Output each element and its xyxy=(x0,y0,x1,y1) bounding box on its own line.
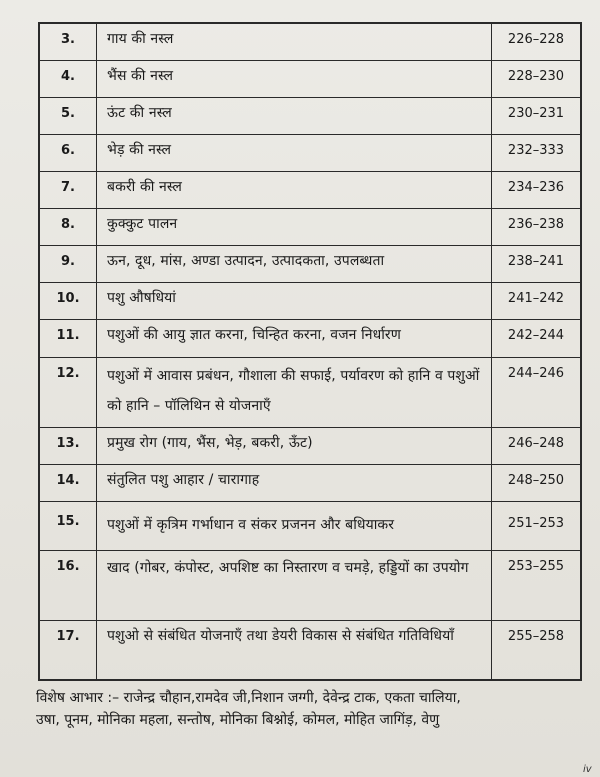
table-row xyxy=(40,24,580,60)
row-topic: ऊन, दूध, मांस, अण्डा उत्पादन, उत्पादकता, उपलब्धता xyxy=(97,246,492,283)
row-topic: ऊंट की नस्ल xyxy=(97,98,492,135)
row-pages: 234–236 xyxy=(507,180,565,195)
table-row xyxy=(40,208,580,246)
table-row xyxy=(40,97,580,135)
row-topic: गाय की नस्ल xyxy=(97,24,492,60)
table-row xyxy=(40,60,580,98)
row-pages: 251–253 xyxy=(507,516,565,531)
page-number: iv xyxy=(583,764,592,775)
acknowledgement-line-1: विशेष आभार :– राजेन्द्र चौहान,रामदेव जी,निशान जग्गी, देवेन्द्र टाक, एकता चालिया, xyxy=(36,690,461,706)
row-number: 17. xyxy=(40,621,97,680)
row-number: 7. xyxy=(40,172,97,209)
row-number: 11. xyxy=(40,320,97,358)
table-row xyxy=(40,620,580,680)
acknowledgements xyxy=(36,687,596,731)
row-number: 4. xyxy=(40,61,97,98)
table-row xyxy=(40,357,580,428)
row-number: 13. xyxy=(40,428,97,465)
row-number: 15. xyxy=(40,502,97,551)
row-topic: भेड़ की नस्ल xyxy=(97,135,492,172)
row-pages: 228–230 xyxy=(507,69,565,84)
row-number: 14. xyxy=(40,465,97,502)
row-topic: पशुओं में आवास प्रबंधन, गौशाला की सफाई, पर्यावरण को हानि व पशुओं को हानि – पॉलिथिन से योजनाएँ xyxy=(97,358,492,428)
row-pages: 253–255 xyxy=(507,559,565,574)
row-pages: 242–244 xyxy=(507,328,565,343)
row-topic: संतुलित पशु आहार / चारागाह xyxy=(97,465,492,502)
row-topic: बकरी की नस्ल xyxy=(97,172,492,209)
row-number: 16. xyxy=(40,551,97,621)
table-row xyxy=(40,550,580,621)
row-topic: पशुओं में कृत्रिम गर्भाधान व संकर प्रजनन और बधियाकर xyxy=(97,502,492,551)
table-row xyxy=(40,245,580,283)
row-pages: 226–228 xyxy=(507,32,565,47)
row-topic: पशुओ से संबंधित योजनाएँ तथा डेयरी विकास से संबंधित गतिविधियाँ xyxy=(97,621,492,680)
row-pages: 230–231 xyxy=(507,106,565,121)
row-number: 12. xyxy=(40,358,97,428)
row-pages: 246–248 xyxy=(507,436,565,451)
table-row xyxy=(40,501,580,551)
row-topic: कुक्कुट पालन xyxy=(97,209,492,246)
contents-table xyxy=(38,22,582,681)
row-pages: 255–258 xyxy=(507,629,565,644)
acknowledgement-line-2: उषा, पूनम, मोनिका महला, सन्तोष, मोनिका बिश्नोई, कोमल, मोहित जागिंड़, वेणु xyxy=(36,712,440,728)
row-number: 8. xyxy=(40,209,97,246)
row-pages: 241–242 xyxy=(507,291,565,306)
row-number: 3. xyxy=(40,24,97,60)
row-number: 5. xyxy=(40,98,97,135)
row-topic: पशुओं की आयु ज्ञात करना, चिन्हित करना, वजन निर्धारण xyxy=(97,320,492,358)
row-pages: 244–246 xyxy=(507,366,565,381)
table-row xyxy=(40,282,580,320)
row-topic: खाद (गोबर, कंपोस्ट, अपशिष्ट का निस्तारण व चमड़े, हड्डियों का उपयोग xyxy=(97,551,492,621)
row-number: 9. xyxy=(40,246,97,283)
row-pages: 238–241 xyxy=(507,254,565,269)
table-row xyxy=(40,134,580,172)
table-row xyxy=(40,464,580,502)
row-number: 6. xyxy=(40,135,97,172)
row-number: 10. xyxy=(40,283,97,320)
row-topic: भैंस की नस्ल xyxy=(97,61,492,98)
table-row xyxy=(40,171,580,209)
row-pages: 232–333 xyxy=(507,143,565,158)
row-pages: 248–250 xyxy=(507,473,565,488)
row-topic: पशु औषधियां xyxy=(97,283,492,320)
row-pages: 236–238 xyxy=(507,217,565,232)
row-topic: प्रमुख रोग (गाय, भैंस, भेड़, बकरी, ऊँट) xyxy=(97,428,492,465)
table-row xyxy=(40,319,580,358)
table-row xyxy=(40,427,580,465)
